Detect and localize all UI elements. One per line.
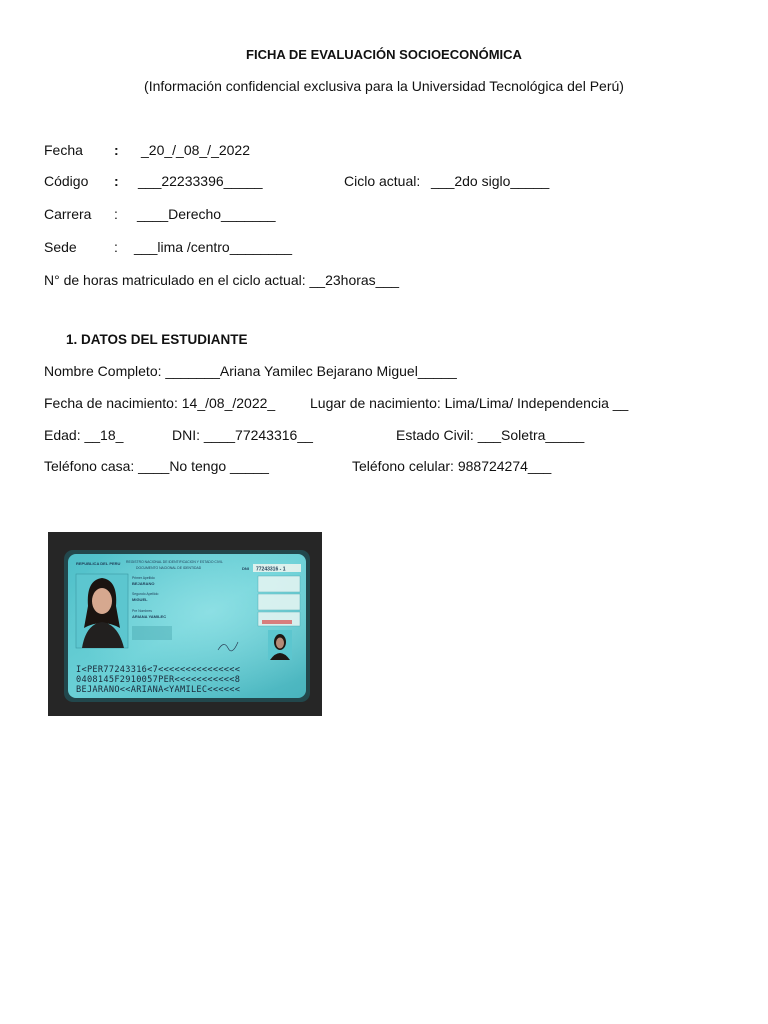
card-header-left: REPUBLICA DEL PERU [76, 561, 121, 566]
ciclo-label: Ciclo actual: [344, 173, 421, 189]
telefono-casa-line: Teléfono casa: ____No tengo _____ [44, 458, 269, 474]
dni-line: DNI: ____77243316__ [172, 427, 313, 443]
card-dni-label: DNI [242, 566, 249, 571]
nombre-line: Nombre Completo: _______Ariana Yamilec Bejarano Miguel_____ [44, 363, 457, 379]
carrera-value: ____Derecho_______ [137, 206, 276, 222]
carrera-colon: : [114, 206, 118, 222]
card-mrz-line-2: 0408145F2910057PER<<<<<<<<<<<8 [76, 675, 241, 685]
svg-text:Segundo Apellido: Segundo Apellido [132, 592, 159, 596]
fecha-label: Fecha [44, 142, 83, 158]
sede-colon: : [114, 239, 118, 255]
document-subtitle: (Información confidencial exclusiva para la Universidad Tecnológica del Perú) [144, 78, 624, 94]
estado-civil-line: Estado Civil: ___Soletra_____ [396, 427, 585, 443]
svg-text:Pre Nombres: Pre Nombres [132, 609, 152, 613]
sede-value: ___lima /centro________ [134, 239, 293, 255]
carrera-label: Carrera [44, 206, 92, 222]
dni-card-photo [48, 532, 322, 716]
card-surname-2: MIGUEL [132, 597, 148, 602]
horas-line: N° de horas matriculado en el ciclo actual: __23horas___ [44, 272, 400, 288]
codigo-value: ___22233396_____ [138, 173, 263, 189]
card-dni-number: 77243316 - 1 [256, 566, 286, 573]
lugar-nacimiento-line: Lugar de nacimiento: Lima/Lima/ Independencia __ [310, 395, 629, 411]
svg-text:Primer Apellido: Primer Apellido [132, 576, 155, 580]
sede-label: Sede [44, 239, 77, 255]
card-header-center-2: DOCUMENTO NACIONAL DE IDENTIDAD [136, 566, 202, 570]
card-given-names: ARIANA YAMILEC [132, 614, 167, 619]
card-header-center-1: REGISTRO NACIONAL DE IDENTIFICACION Y ESTADO CIVIL [126, 560, 223, 564]
telefono-celular-line: Teléfono celular: 988724274___ [352, 458, 552, 474]
card-surname-1: BEJARANO [132, 581, 155, 586]
fecha-colon: : [114, 142, 119, 158]
codigo-label: Código [44, 173, 89, 189]
fecha-nacimiento-line: Fecha de nacimiento: 14_/08_/2022_ [44, 395, 276, 411]
codigo-colon: : [114, 173, 119, 189]
edad-line: Edad: __18_ [44, 427, 124, 443]
section-heading: 1. DATOS DEL ESTUDIANTE [66, 332, 248, 347]
dni-card-image [48, 532, 322, 716]
ciclo-value: ___2do siglo_____ [431, 173, 550, 189]
fecha-value: _20_/_08_/_2022 [141, 142, 250, 158]
document-title: FICHA DE EVALUACIÓN SOCIOECONÓMICA [246, 47, 522, 62]
card-mrz-line-1: I<PER77243316<7<<<<<<<<<<<<<<< [76, 665, 241, 675]
card-mrz-line-3: BEJARANO<<ARIANA<YAMILEC<<<<<< [76, 685, 241, 695]
